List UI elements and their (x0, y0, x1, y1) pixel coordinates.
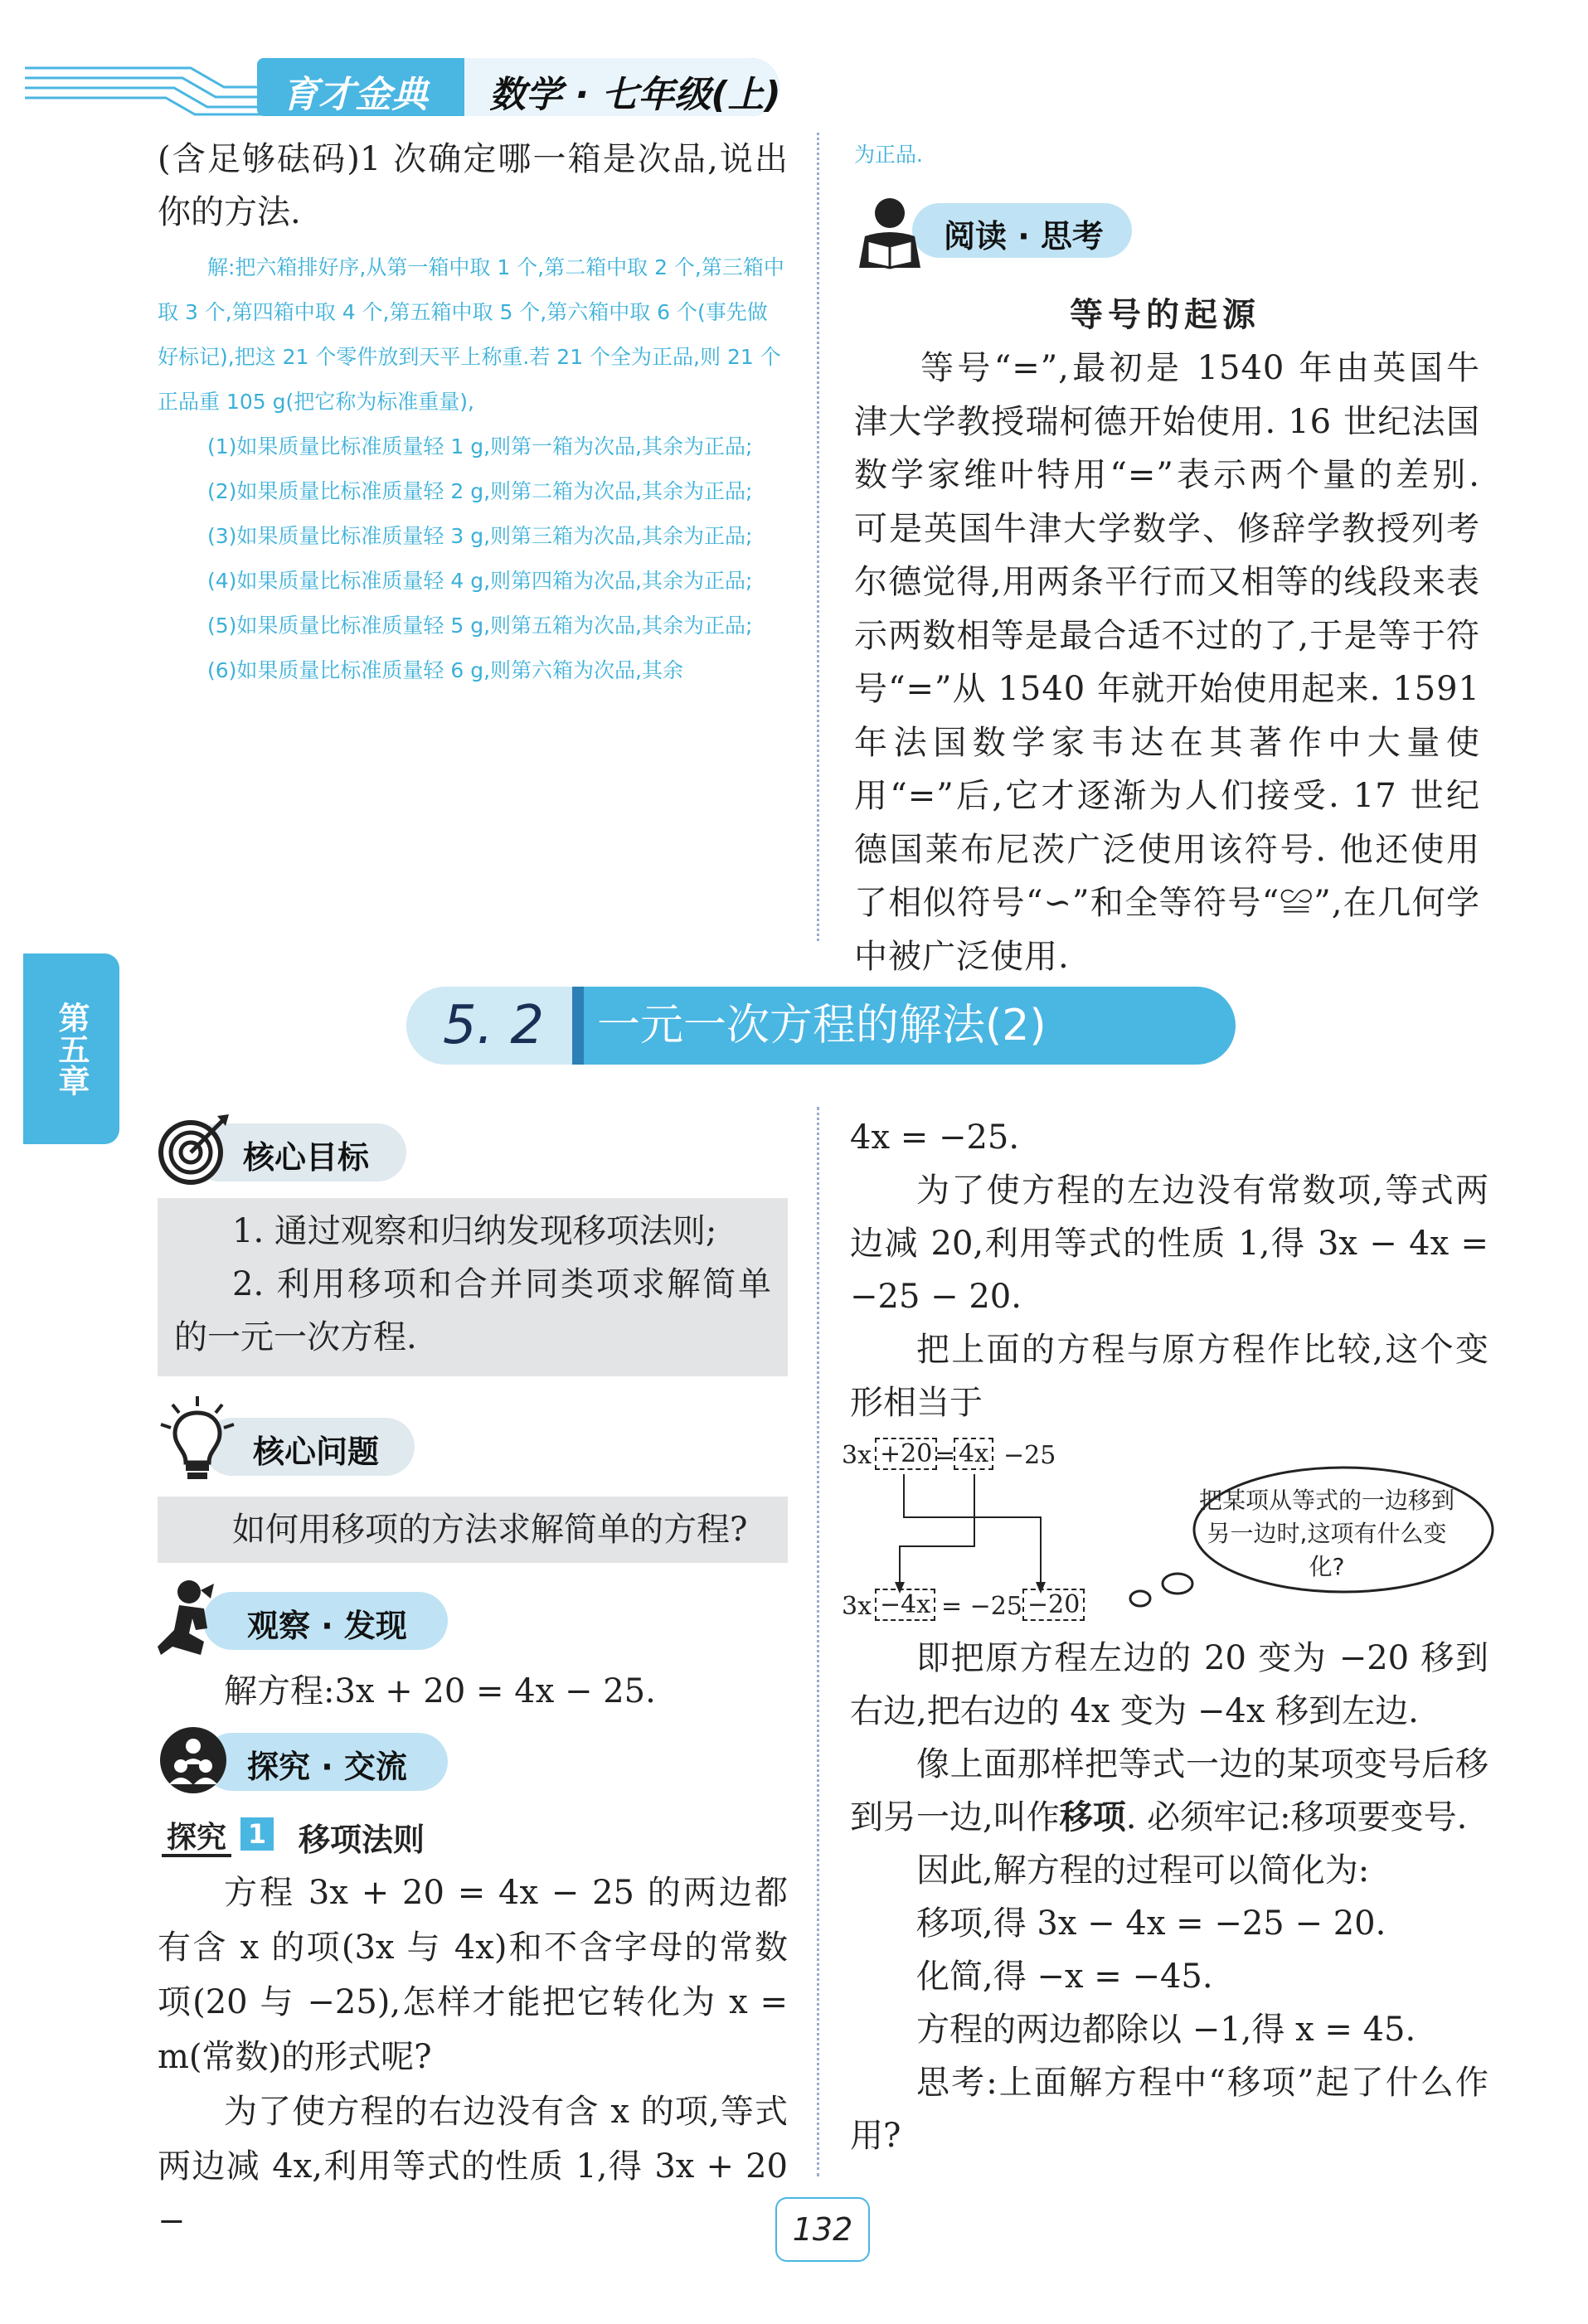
observe-person-icon (156, 1575, 231, 1658)
step-2: 化简,得 −x = −45. (916, 1958, 1213, 1996)
page-number: 132 (775, 2197, 870, 2262)
solution-case-1: (1)如果质量比标准质量轻 1 g,则第一箱为次品,其余为正品; (207, 434, 753, 458)
section-banner-bar (572, 987, 584, 1065)
right-paragraph-2: 把上面的方程与原方程作比较,这个变形相当于 (850, 1331, 1488, 1422)
goal-2: 2. 利用移项和合并同类项求解简单的一元一次方程. (174, 1265, 771, 1356)
column-divider-top (817, 133, 822, 941)
solution-intro: 解:把六箱排好序,从第一箱中取 1 个,第二箱中取 2 个,第三箱中取 3 个,第四箱中取 4 个,第五箱中取 5 个,第六箱中取 6 个(事先做好标记),把这 21 个零件放到天平上称重.若 21 个全为正品,则 21 个正品重 105 g(把它称为标准重量), (158, 255, 784, 414)
right-paragraph-1: 为了使方程的左边没有常数项,等式两边减 20,利用等式的性质 1,得 3x − 4x = −25 − 20. (850, 1172, 1488, 1316)
lightbulb-icon (156, 1393, 239, 1484)
diagram-bottom-3x: 3x (842, 1592, 872, 1621)
diagram-top-4x: 4x (954, 1438, 993, 1470)
diagram-top-3x: 3x (842, 1441, 872, 1470)
solution-case-3: (3)如果质量比标准质量轻 3 g,则第三箱为次品,其余为正品; (207, 524, 753, 548)
explore-paragraph-2: 为了使方程的右边没有含 x 的项,等式两边减 4x,利用等式的性质 1,得 3x + 20 − (158, 2093, 788, 2240)
rule-text-b: . 必须牢记:移项要变号. (1125, 1798, 1468, 1836)
chapter-tab: 第五章 (23, 953, 119, 1144)
right-bottom-column-bottom (850, 1632, 1488, 2162)
solution-case-2: (2)如果质量比标准质量轻 2 g,则第二箱为次品,其余为正品; (207, 479, 753, 503)
explore-group-icon (158, 1725, 229, 1796)
right-paragraph-4 (850, 1738, 1488, 1844)
question-box (158, 1497, 788, 1563)
rule-text-a: 像上面那样把等式一边的某项变号后移到另一边,叫作 (850, 1745, 1488, 1836)
question-label: 核心问题 (253, 1434, 380, 1470)
step-1: 移项,得 3x − 4x = −25 − 20. (916, 1904, 1386, 1943)
diagram-top-minus25: −25 (1003, 1441, 1056, 1470)
explore-text-block (158, 1866, 788, 2249)
reading-body-block (854, 342, 1480, 983)
diagram-bottom-minus4x: −4x (875, 1589, 935, 1621)
diagram-bottom-minus20: −20 (1022, 1589, 1085, 1621)
right-paragraph-3: 即把原方程左边的 20 变为 −20 移到右边,把右边的 4x 变为 −4x 移到左边. (850, 1639, 1488, 1730)
column-divider-bottom (817, 1107, 822, 2176)
reading-person-icon (852, 195, 927, 269)
reading-label: 阅读 · 思考 (944, 218, 1104, 255)
solution-case-4: (4)如果质量比标准质量轻 4 g,则第四箱为次品,其余为正品; (207, 569, 753, 593)
diagram-bottom-equals: = −25 (941, 1592, 1022, 1621)
question-text: 如何用移项的方法求解简单的方程? (232, 1511, 748, 1549)
rule-term: 移项 (1059, 1798, 1126, 1836)
explore-paragraph-1: 方程 3x + 20 = 4x − 25 的两边都有含 x 的项(3x 与 4x)和不含字母的常数项(20 与 −25),怎样才能把它转化为 x = m(常数)的形式呢? (158, 1874, 788, 2076)
header-series: 育才金典 (282, 74, 428, 116)
solution-continued: 为正品. (854, 143, 923, 167)
continuation-line: 4x = −25. (850, 1118, 1020, 1157)
explore-tag-number: 1 (240, 1817, 274, 1851)
target-icon (156, 1111, 231, 1186)
explore-label: 探究 · 交流 (247, 1749, 407, 1785)
right-paragraph-5: 因此,解方程的过程可以简化为: (916, 1851, 1370, 1890)
right-bottom-column-top (850, 1111, 1488, 1429)
explore-topic: 移项法则 (299, 1822, 425, 1858)
section-number: 5. 2 (406, 987, 580, 1065)
section-title: 一元一次方程的解法(2) (580, 987, 1236, 1065)
header-subject: 数学 · 七年级(上) (489, 74, 781, 116)
step-3: 方程的两边都除以 −1,得 x = 45. (916, 2011, 1416, 2049)
goal-1: 1. 通过观察和归纳发现移项法则; (232, 1212, 717, 1250)
observe-text: 解方程:3x + 20 = 4x − 25. (224, 1672, 656, 1710)
question-end: (含足够砝码)1 次确定哪一箱是次品,说出你的方法. (158, 140, 788, 231)
observe-label: 观察 · 发现 (247, 1608, 407, 1644)
goals-label: 核心目标 (243, 1139, 370, 1176)
think-question: 思考:上面解方程中“移项”起了什么作用? (850, 2064, 1488, 2155)
solution-case-6: (6)如果质量比标准质量轻 6 g,则第六箱为次品,其余 (207, 658, 683, 682)
goals-box (158, 1198, 788, 1376)
left-top-column (158, 133, 788, 693)
thought-text: 把某项从等式的一边移到另一边时,这项有什么变化? (1198, 1487, 1454, 1580)
reading-body: 等号“=”,最初是 1540 年由英国牛津大学教授瑞柯德开始使用. 16 世纪法国数学家维叶特用“=”表示两个量的差别. 可是英国牛津大学数学、修辞学教授列考尔德觉得,用两条平行而又相等的线段来表示两数相等是最合适不过的了,于是等于符号“=”从 1540 年就开始使用起来. 1591 年法国数学家韦达在其著作中大量使用“=”后,它才逐渐为人们接受. 17 世纪德国莱布尼茨广泛使用该符号. 他还使用了相似符号“∽”和全等符号“≌”,在几何学中被广泛使用. (854, 349, 1480, 976)
reading-title: 等号的起源 (1070, 295, 1260, 334)
diagram-top-plus20: +20 (875, 1438, 937, 1470)
diagram-top-equals: = (935, 1441, 956, 1470)
solution-case-5: (5)如果质量比标准质量轻 5 g,则第五箱为次品,其余为正品; (207, 614, 753, 638)
explore-tag: 探究 (162, 1814, 231, 1857)
